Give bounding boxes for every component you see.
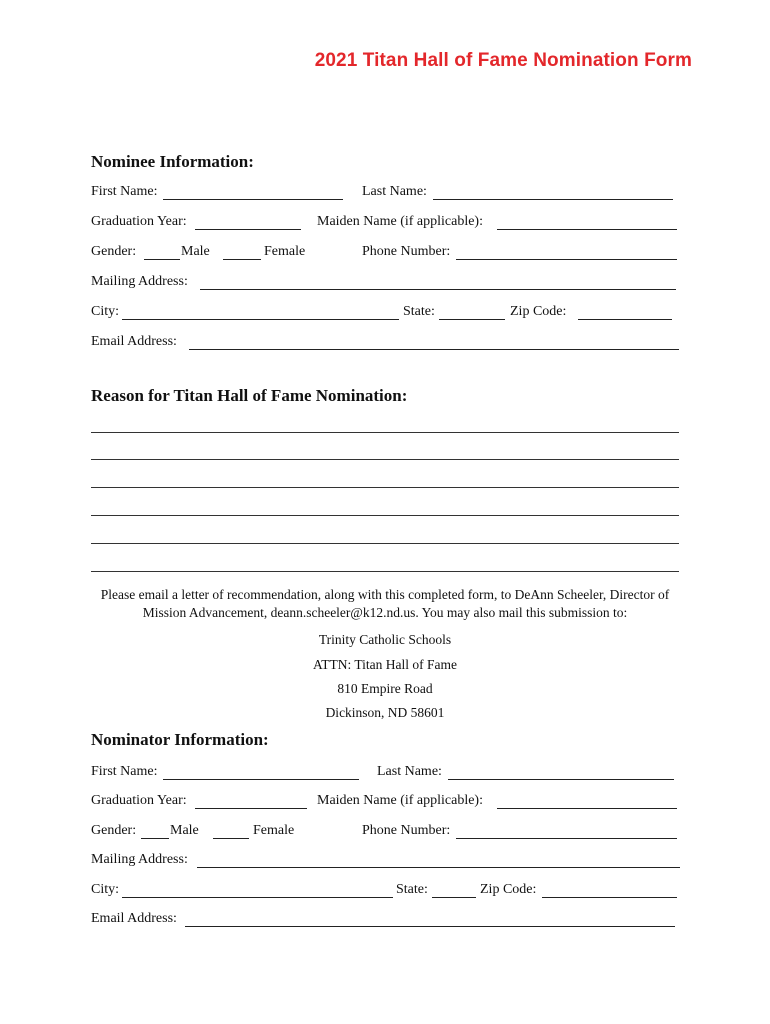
mailing-address-label: Mailing Address: — [91, 852, 188, 867]
nominee-grad-row — [91, 214, 680, 232]
gender-label: Gender: — [91, 823, 137, 838]
nominator-first-name-field[interactable] — [163, 779, 359, 780]
nominator-city-row — [91, 882, 680, 900]
submission-instructions: Please email a letter of recommendation, along with this completed form, to DeAnn Scheeler, Director of Mission Advancement, deann.scheeler@k12.nd.us. You may also mail this submission to: — [100, 587, 670, 620]
nominator-email-row — [91, 911, 680, 929]
male-label: Male — [181, 244, 210, 259]
reason-line[interactable] — [91, 543, 679, 544]
nominee-address-row — [91, 274, 680, 292]
mailing-address-label: Mailing Address: — [91, 274, 188, 289]
nominator-mailing-address-field[interactable] — [197, 867, 680, 868]
nominee-mailing-address-field[interactable] — [200, 289, 676, 290]
form-title: 2021 Titan Hall of Fame Nomination Form — [314, 50, 692, 71]
reason-line[interactable] — [91, 459, 679, 460]
nominator-address-row — [91, 852, 680, 870]
nominee-state-field[interactable] — [439, 319, 505, 320]
last-name-label: Last Name: — [362, 184, 427, 199]
address-line: ATTN: Titan Hall of Fame — [313, 657, 457, 672]
first-name-label: First Name: — [91, 764, 158, 779]
nominee-city-field[interactable] — [122, 319, 399, 320]
address-line: Trinity Catholic Schools — [318, 632, 452, 647]
email-address-label: Email Address: — [91, 334, 177, 349]
address-line: Dickinson, ND 58601 — [325, 705, 445, 720]
nominee-graduation-year-field[interactable] — [195, 229, 301, 230]
nominator-zip-field[interactable] — [542, 897, 677, 898]
female-label: Female — [253, 823, 295, 838]
nominee-name-row — [91, 184, 680, 202]
female-label: Female — [264, 244, 306, 259]
first-name-label: First Name: — [91, 184, 158, 199]
state-label: State: — [396, 882, 428, 897]
nominee-heading: Nominee Information: — [91, 152, 254, 171]
nominee-last-name-field[interactable] — [433, 199, 673, 200]
phone-number-label: Phone Number: — [362, 823, 451, 838]
nominee-email-field[interactable] — [189, 349, 679, 350]
nominee-maiden-name-field[interactable] — [497, 229, 677, 230]
nominator-phone-field[interactable] — [456, 838, 677, 839]
reason-line[interactable] — [91, 487, 679, 488]
nominee-zip-field[interactable] — [578, 319, 672, 320]
address-line: 810 Empire Road — [337, 681, 433, 696]
state-label: State: — [403, 304, 435, 319]
reason-line[interactable] — [91, 432, 679, 433]
zip-code-label: Zip Code: — [510, 304, 567, 319]
nominee-male-blank[interactable] — [144, 259, 180, 260]
nominee-email-row — [91, 334, 680, 352]
nominee-city-row — [91, 304, 680, 322]
zip-code-label: Zip Code: — [480, 882, 537, 897]
nominator-city-field[interactable] — [122, 897, 393, 898]
reason-line[interactable] — [91, 515, 679, 516]
nominator-heading: Nominator Information: — [91, 730, 269, 749]
last-name-label: Last Name: — [377, 764, 442, 779]
nominator-graduation-year-field[interactable] — [195, 808, 307, 809]
phone-number-label: Phone Number: — [362, 244, 451, 259]
maiden-name-label: Maiden Name (if applicable): — [317, 214, 483, 229]
maiden-name-label: Maiden Name (if applicable): — [317, 793, 483, 808]
nominee-phone-field[interactable] — [456, 259, 677, 260]
nominee-first-name-field[interactable] — [163, 199, 343, 200]
reason-heading: Reason for Titan Hall of Fame Nomination: — [91, 386, 408, 405]
nominator-name-row — [91, 764, 680, 782]
reason-line[interactable] — [91, 571, 679, 572]
nominator-state-field[interactable] — [432, 897, 476, 898]
nominator-gender-row — [91, 823, 680, 841]
graduation-year-label: Graduation Year: — [91, 793, 187, 808]
city-label: City: — [91, 304, 120, 319]
gender-label: Gender: — [91, 244, 137, 259]
nominator-email-field[interactable] — [185, 926, 675, 927]
city-label: City: — [91, 882, 120, 897]
nominee-female-blank[interactable] — [223, 259, 261, 260]
nominator-last-name-field[interactable] — [448, 779, 674, 780]
nominee-gender-row — [91, 244, 680, 262]
male-label: Male — [170, 823, 199, 838]
nominator-maiden-name-field[interactable] — [497, 808, 677, 809]
nominator-female-blank[interactable] — [213, 838, 249, 839]
email-address-label: Email Address: — [91, 911, 177, 926]
graduation-year-label: Graduation Year: — [91, 214, 187, 229]
nominator-grad-row — [91, 793, 680, 811]
nominator-male-blank[interactable] — [141, 838, 169, 839]
